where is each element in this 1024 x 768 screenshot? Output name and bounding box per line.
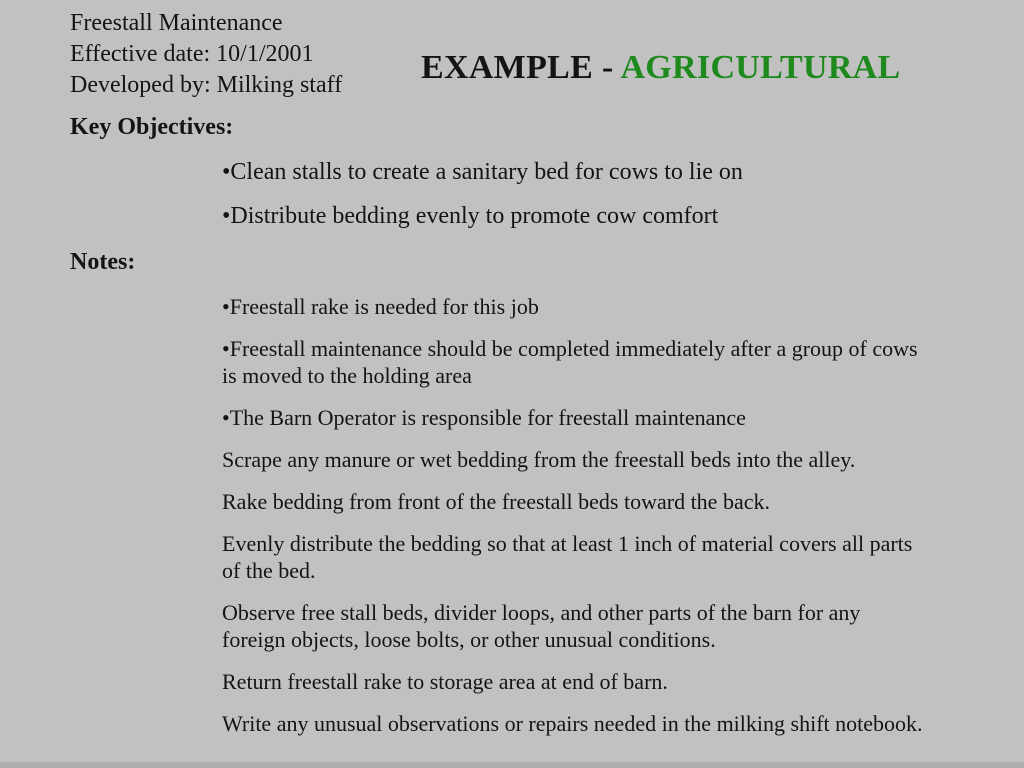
note-line: Scrape any manure or wet bedding from the freestall beds into the alley. [222, 447, 856, 472]
note-line: •Freestall rake is needed for this job [222, 294, 539, 319]
header-line-developed-by: Developed by: Milking staff [70, 72, 343, 98]
title-highlight: AGRICULTURAL [620, 49, 901, 86]
notes-list [222, 293, 982, 752]
note-item [222, 668, 982, 695]
note-line: Rake bedding from front of the freestall beds toward the back. [222, 489, 770, 514]
title-prefix: EXAMPLE - [421, 49, 621, 86]
note-line: is moved to the holding area [222, 363, 472, 388]
note-line: Return freestall rake to storage area at end of barn. [222, 669, 668, 694]
note-item [222, 599, 982, 653]
slide-header-block [70, 8, 342, 101]
objective-item: •Distribute bedding evenly to promote cow comfort [222, 203, 719, 229]
note-bullet-item [222, 404, 982, 431]
note-line: foreign objects, loose bolts, or other unusual conditions. [222, 627, 716, 652]
bottom-edge-bar [0, 762, 1024, 768]
note-line: Write any unusual observations or repairs needed in the milking shift notebook. [222, 711, 923, 736]
note-line: Observe free stall beds, divider loops, and other parts of the barn for any [222, 600, 861, 625]
notes-heading: Notes: [70, 249, 136, 275]
note-item [222, 446, 982, 473]
note-line: •Freestall maintenance should be completed immediately after a group of cows [222, 336, 918, 361]
note-line: Evenly distribute the bedding so that at least 1 inch of material covers all parts [222, 531, 913, 556]
header-line-title: Freestall Maintenance [70, 10, 283, 36]
note-item [222, 710, 982, 737]
note-bullet-item [222, 335, 982, 389]
header-line-effective-date: Effective date: 10/1/2001 [70, 41, 314, 67]
key-objectives-heading: Key Objectives: [70, 114, 234, 140]
slide-title [421, 49, 901, 87]
note-item [222, 488, 982, 515]
objective-item: •Clean stalls to create a sanitary bed for cows to lie on [222, 159, 743, 185]
key-objectives-list [222, 158, 982, 246]
note-item [222, 530, 982, 584]
note-line: •The Barn Operator is responsible for freestall maintenance [222, 405, 746, 430]
note-line: of the bed. [222, 558, 316, 583]
note-bullet-item [222, 293, 982, 320]
